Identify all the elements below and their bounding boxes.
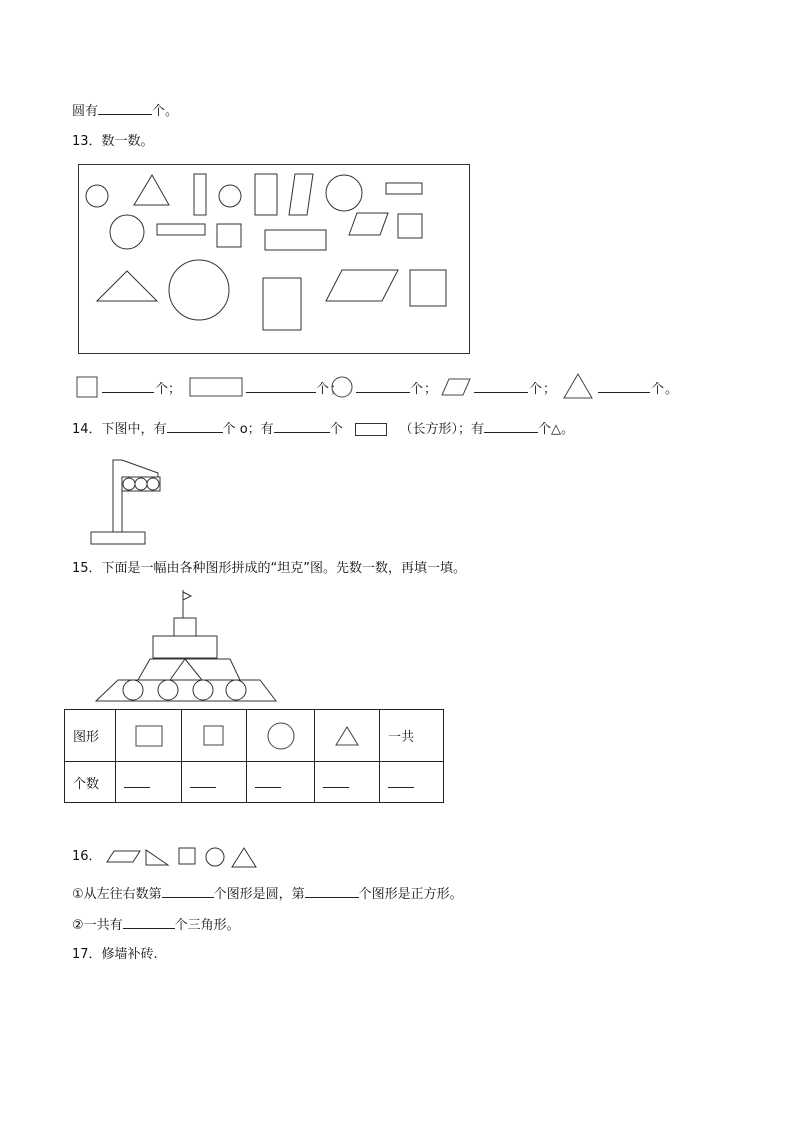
q14-rect-blank[interactable] <box>274 419 330 433</box>
shape-square <box>398 214 422 238</box>
unit-label: 个 <box>316 382 330 397</box>
separator: ； <box>168 382 182 397</box>
q16-square-position-blank[interactable] <box>305 884 359 898</box>
unit-label: 个 <box>155 382 169 397</box>
rectangle-icon <box>355 423 387 436</box>
answer-blank[interactable] <box>124 773 150 788</box>
q16-shapes-row <box>104 845 264 871</box>
q16-title: 16． <box>72 849 102 864</box>
row-label-shape: 图形 <box>65 710 116 762</box>
unit-label: 个 <box>529 382 543 397</box>
q13-rectangle-blank[interactable] <box>246 379 316 393</box>
unit-label: 个 <box>329 422 343 437</box>
q15-count-table <box>64 709 444 803</box>
q14-sep1: ；有 <box>247 422 274 437</box>
parallelogram-icon <box>107 851 140 862</box>
separator: ； <box>424 382 438 397</box>
q16-sub2-start: ②一共有 <box>72 918 123 933</box>
circle-icon <box>266 721 296 751</box>
shape-circle <box>169 260 229 320</box>
q14-question <box>72 419 574 439</box>
shape-rectangle <box>157 224 205 235</box>
q13-shapes-figure <box>78 164 470 355</box>
q15-tank-figure <box>90 588 284 706</box>
triangle-icon <box>334 725 360 747</box>
circle-cell <box>247 710 315 762</box>
shape-triangle <box>134 175 169 205</box>
square-icon <box>76 376 98 398</box>
q13-triangle-blank[interactable] <box>598 379 650 393</box>
total-label: 一共 <box>380 710 444 762</box>
separator: ； <box>330 382 344 397</box>
q16-circle-position-blank[interactable] <box>162 884 214 898</box>
unit-label: 个 <box>651 382 665 397</box>
square-cell <box>182 710 247 762</box>
q14-circle-blank[interactable] <box>167 419 223 433</box>
triangle-icon <box>232 848 256 867</box>
shape-rectangle <box>194 174 206 215</box>
separator: ； <box>543 382 557 397</box>
rectangle-cell <box>116 710 182 762</box>
q16-title-row <box>72 848 102 866</box>
q15-title: 15．下面是一幅由各种图形拼成的“坦克”图。先数一数，再填一填。 <box>72 561 467 576</box>
q13-circle-blank[interactable] <box>356 379 410 393</box>
q14-traffic-light-figure <box>88 456 168 550</box>
q16-sub2-end: 个三角形。 <box>174 918 240 933</box>
answer-blank[interactable] <box>388 773 414 788</box>
shape-circle <box>110 215 144 249</box>
period: 。 <box>665 382 679 397</box>
rectangle-icon <box>135 725 163 747</box>
q16-triangle-count-blank[interactable] <box>123 915 175 929</box>
right-triangle-icon <box>146 850 168 865</box>
shape-rectangle <box>255 174 277 215</box>
shape-circle <box>219 185 241 207</box>
q16-sub1-end: 个图形是正方形。 <box>358 887 463 902</box>
shape-rectangle <box>263 278 301 330</box>
q14-triangle-blank[interactable] <box>484 419 538 433</box>
q17-title: 17．修墙补砖. <box>72 947 158 962</box>
rectangle-icon <box>189 377 243 397</box>
q12-suffix: 个。 <box>152 104 179 119</box>
rect-name: （长方形） <box>399 422 459 437</box>
q16-sub1 <box>72 884 463 904</box>
shape-parallelogram <box>289 174 313 215</box>
q13-title: 13．数一数。 <box>72 134 154 149</box>
shape-parallelogram <box>349 213 388 235</box>
figure-frame <box>79 165 470 354</box>
square-icon <box>203 725 225 747</box>
count-square[interactable] <box>182 762 247 803</box>
triangle-icon <box>562 372 594 400</box>
circle-icon <box>206 848 224 866</box>
count-total[interactable] <box>380 762 444 803</box>
count-circle[interactable] <box>247 762 315 803</box>
q16-sub1-mid: 个图形是圆，第 <box>213 887 305 902</box>
answer-blank[interactable] <box>255 773 281 788</box>
unit-label: 个 <box>222 422 236 437</box>
shape-triangle <box>97 271 157 301</box>
q12-tail <box>72 101 178 121</box>
unit-label: 个 <box>410 382 424 397</box>
shape-square <box>410 270 446 306</box>
shape-circle <box>326 175 362 211</box>
q12-answer-blank[interactable] <box>98 101 152 115</box>
count-triangle[interactable] <box>315 762 380 803</box>
q13-square-blank[interactable] <box>102 379 154 393</box>
triangle-cell <box>315 710 380 762</box>
count-rectangle[interactable] <box>116 762 182 803</box>
answer-blank[interactable] <box>190 773 216 788</box>
q14-sep2: ；有 <box>458 422 485 437</box>
table-row-counts <box>65 762 444 803</box>
shape-parallelogram <box>326 270 398 301</box>
circle-icon <box>330 375 354 399</box>
q16-sub2 <box>72 915 240 935</box>
q16-sub1-start: ①从左往右数第 <box>72 887 162 902</box>
row-label-count: 个数 <box>65 762 116 803</box>
q12-prefix: 圆有 <box>72 104 99 119</box>
table-row-shapes <box>65 710 444 762</box>
parallelogram-icon <box>440 377 472 397</box>
circle-mark: o <box>239 422 248 437</box>
shape-circle <box>86 185 108 207</box>
q14-tri-text: 个△。 <box>538 422 575 437</box>
shape-rectangle <box>265 230 326 250</box>
q13-parallelogram-blank[interactable] <box>474 379 528 393</box>
answer-blank[interactable] <box>323 773 349 788</box>
q13-answer-row <box>74 375 754 399</box>
shape-rectangle <box>386 183 422 194</box>
square-icon <box>179 848 195 864</box>
shape-square <box>217 224 241 247</box>
q14-title: 14．下图中，有 <box>72 422 167 437</box>
